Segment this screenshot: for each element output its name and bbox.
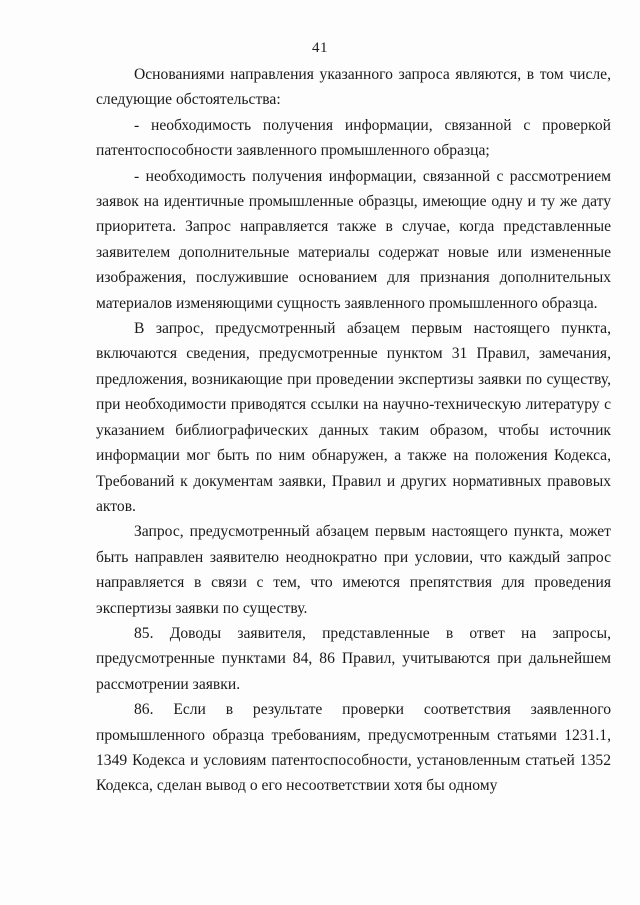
paragraph: Запрос, предусмотренный абзацем первым настоящего пункта, может быть направлен заявителю неоднократно при условии, что каждый запрос направляется в связи с тем, что имеются препятствия для проведения экспертизы заявки по существу. [96, 523, 611, 617]
paragraph: - необходимость получения информации, связанной с проверкой патентоспособности заявленного промышленного образца; [96, 116, 611, 160]
document-body [96, 62, 611, 799]
paragraph: - необходимость получения информации, связанной с рассмотрением заявок на идентичные промышленные образцы, имеющие одну и ту же дату приоритета. Запрос направляется также в случае, когда представленные заявителем дополнительные материалы содержат новые или измененные изображения, послужившие основанием для признания дополнительных материалов изменяющими сущность заявленного промышленного образца. [96, 167, 611, 312]
paragraph: В запрос, предусмотренный абзацем первым настоящего пункта, включаются сведения, предусмотренные пунктом 31 Правил, замечания, предложения, возникающие при проведении экспертизы заявки по существу, при необходимости приводятся ссылки на научно-техническую литературу с указанием библиографических данных таким образом, чтобы источник информации мог быть по ним обнаружен, а также на положения Кодекса, Требований к документам заявки, Правил и других нормативных правовых актов. [96, 320, 611, 515]
paragraph: Основаниями направления указанного запроса являются, в том числе, следующие обстоятельства: [96, 66, 611, 109]
paragraph: 85. Доводы заявителя, представленные в ответ на запросы, предусмотренные пунктами 84, 86 Правил, учитываются при дальнейшем рассмотрении заявки. [96, 624, 611, 693]
paragraph: 86. Если в результате проверки соответствия заявленного промышленного образца требованиям, предусмотренным статьями 1231.1, 1349 Кодекса и условиям патентоспособности, установленным статьей 1352 Кодекса, сделан вывод о его несоответствии хотя бы одному [96, 701, 611, 795]
page-number: 41 [312, 40, 328, 56]
